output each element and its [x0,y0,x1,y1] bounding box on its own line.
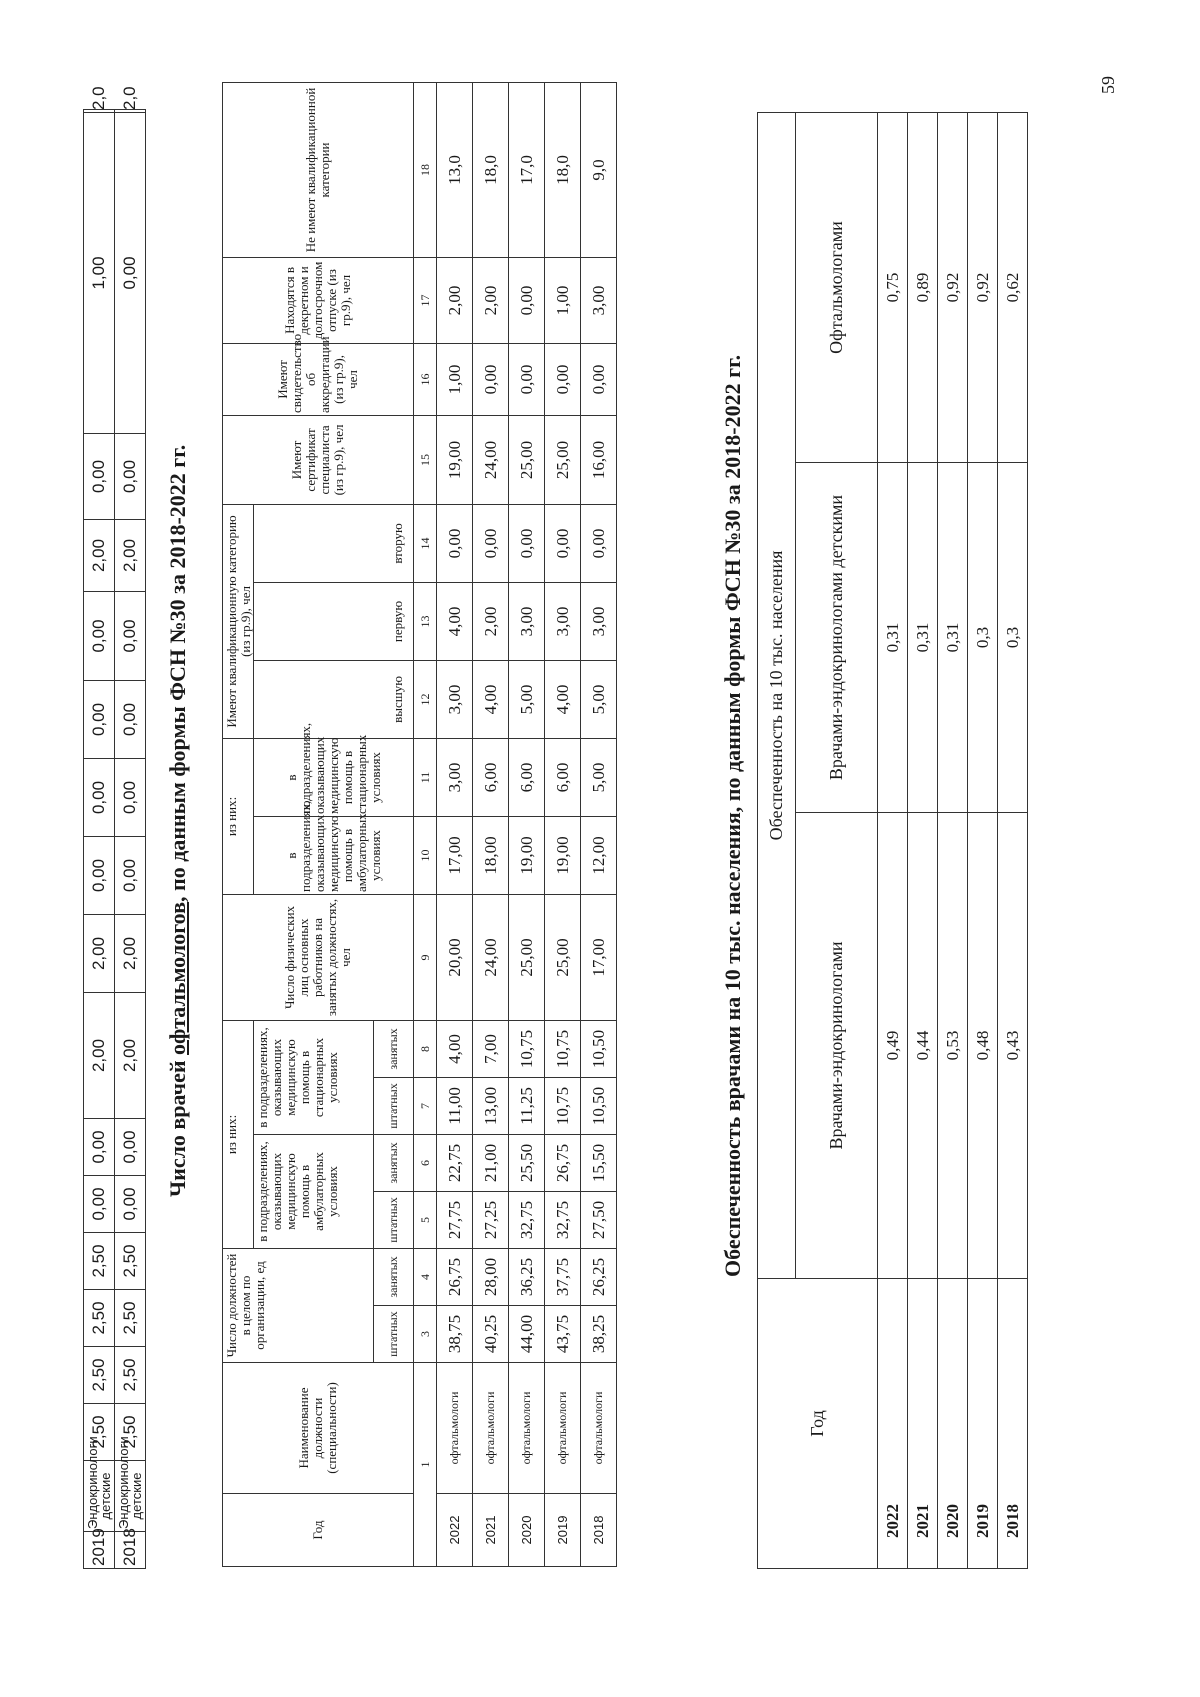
cell-value: 38,25 [581,1306,617,1363]
header-physical: Число физических лиц основных работников на занятых должностях, чел [223,894,414,1020]
header-second: вторую [254,504,414,582]
cell-value: 6,00 [545,738,581,816]
cell-value: 19,00 [509,816,545,894]
cell-value: 2,00 [473,582,509,660]
cell-value: 0,92 [938,113,968,463]
cell-value: 4,00 [545,660,581,738]
header-of-them-2: из них: [223,738,254,894]
cell-value: 7,00 [473,1020,509,1077]
column-number: 9 [414,894,437,1020]
column-number: 14 [414,504,437,582]
cell-value: 19,00 [545,816,581,894]
cell-value: 0,00 [545,343,581,415]
cell-value: 17,00 [437,816,473,894]
cell-value: 4,00 [437,1020,473,1077]
cell-value: 6,00 [509,738,545,816]
bottom-column-header: Офтальмологами [796,113,878,463]
title-provision: Обеспеченность врачами на 10 тыс. населения, по данным формы ФСН №30 за 2018-2022 гг. [720,354,745,1277]
cell-value: 2,00 [84,993,115,1119]
cell-value: 25,00 [545,894,581,1020]
row-year: 2022 [878,1279,908,1569]
header-qual: Имеют квалификационную категорию (из гр.9), чел [223,504,254,738]
cell-value: 0,00 [115,434,146,520]
header-leave: Находятся в декретном и долгосрочном отпуске (из гр.9), чел [223,257,414,343]
table-row [938,113,968,1569]
column-number: 12 [414,660,437,738]
header-staff-3: штатных [374,1077,414,1134]
column-number: 8 [414,1020,437,1077]
row-year: 2020 [509,1494,545,1567]
cell-value: 25,00 [545,415,581,504]
column-number: 7 [414,1077,437,1134]
cell-value: 2,00 [437,257,473,343]
page-number: 59 [1098,76,1118,94]
cell-value: 0,53 [938,813,968,1279]
cell-value: 27,75 [437,1191,473,1248]
cell-value: 18,0 [545,82,581,257]
cell-value: 26,75 [437,1248,473,1305]
cell-value: 43,75 [545,1306,581,1363]
table-row [115,110,146,1569]
cell-value: 0,00 [84,759,115,837]
cell-value: 0,00 [545,504,581,582]
cell-value: 2,00 [84,520,115,592]
column-number: 10 [414,816,437,894]
cell-value: 27,50 [581,1191,617,1248]
cell-value: 2,0 [115,110,146,113]
cell-value: 2,00 [115,993,146,1119]
header-occupied-1: занятых [374,1248,414,1305]
row-name: офтальмологи [473,1363,509,1494]
cell-value: 3,00 [581,582,617,660]
cell-value: 20,00 [437,894,473,1020]
cell-value: 0,92 [968,113,998,463]
row-year: 2020 [938,1279,968,1569]
row-year: 2018 [998,1279,1028,1569]
cell-value: 27,25 [473,1191,509,1248]
column-number: 4 [414,1248,437,1305]
cell-value: 2,50 [115,1233,146,1290]
cell-value: 0,00 [509,343,545,415]
header-no-qual: Не имеют квалификационной категории [223,82,414,257]
cell-value: 16,00 [581,415,617,504]
cell-value: 9,0 [581,82,617,257]
title1-after: , по данным формы ФСН №30 за 2018-2022 гг. [165,444,190,902]
cell-value: 18,00 [473,816,509,894]
cell-value: 1,00 [84,113,115,434]
cell-value: 36,25 [509,1248,545,1305]
cell-value: 3,00 [437,660,473,738]
bottom-header-group: Обеспеченность на 10 тыс. населения [758,113,796,1279]
cell-value: 25,00 [509,415,545,504]
row-name: офтальмологи [581,1363,617,1494]
header-occupied-2: занятых [374,1134,414,1191]
cell-value: 0,00 [509,257,545,343]
table-row [908,113,938,1569]
cell-value: 18,0 [473,82,509,257]
cell-value: 6,00 [473,738,509,816]
column-number: 18 [414,82,437,257]
cell-value: 0,31 [908,463,938,813]
table-row [437,82,473,1566]
cell-value: 2,50 [84,1233,115,1290]
cell-value: 0,00 [581,504,617,582]
cell-value: 0,43 [998,813,1028,1279]
column-number: 16 [414,343,437,415]
cell-value: 12,00 [581,816,617,894]
cell-value: 32,75 [509,1191,545,1248]
cell-value: 0,75 [878,113,908,463]
table-row [998,113,1028,1569]
cell-value: 26,25 [581,1248,617,1305]
cell-value: 5,00 [509,660,545,738]
cell-value: 0,00 [115,681,146,759]
row-year: 2018 [581,1494,617,1567]
header-highest: высшую [254,660,414,738]
bottom-column-header: Врачами-эндокринологами [796,813,878,1279]
row-name: Эндокринологи детские [84,1461,115,1532]
cell-value: 28,00 [473,1248,509,1305]
header-phys-amb: в подразделениях, оказывающих медицинскую помощь в амбулаторных условиях [254,816,414,894]
cell-value: 15,50 [581,1134,617,1191]
cell-value: 13,00 [473,1077,509,1134]
cell-value: 5,00 [581,738,617,816]
cell-value: 0,00 [115,837,146,915]
header-staff-2: штатных [374,1191,414,1248]
table-row [581,82,617,1566]
row-name: офтальмологи [437,1363,473,1494]
title1-underlined: офтальмологов [165,901,190,1055]
cell-value: 2,50 [115,1404,146,1461]
row-year: 2018 [115,1532,146,1569]
cell-value: 0,00 [84,592,115,681]
cell-value: 13,0 [437,82,473,257]
cell-value: 0,44 [908,813,938,1279]
table-row [968,113,998,1569]
cell-value: 0,00 [115,759,146,837]
cell-value: 0,00 [115,1176,146,1233]
cell-value: 3,00 [509,582,545,660]
cell-value: 2,50 [84,1290,115,1347]
cell-value: 26,75 [545,1134,581,1191]
cell-value: 0,89 [908,113,938,463]
cell-value: 0,00 [473,504,509,582]
ophthalmologists-table [222,82,617,1567]
cell-value: 24,00 [473,415,509,504]
cell-value: 1,00 [545,257,581,343]
column-number: 6 [414,1134,437,1191]
cell-value: 0,00 [84,681,115,759]
cell-value: 0,00 [509,504,545,582]
header-of-them: из них: [223,1020,254,1248]
table-row [509,82,545,1566]
column-number: 13 [414,582,437,660]
cell-value: 22,75 [437,1134,473,1191]
row-year: 2019 [84,1532,115,1569]
table-row [545,82,581,1566]
cell-value: 4,00 [437,582,473,660]
cell-value: 2,50 [84,1404,115,1461]
cell-value: 40,25 [473,1306,509,1363]
cell-value: 0,3 [968,463,998,813]
column-number: 17 [414,257,437,343]
cell-value: 0,00 [115,1119,146,1176]
cell-value: 0,31 [878,463,908,813]
row-year: 2019 [545,1494,581,1567]
cell-value: 0,00 [115,113,146,434]
header-cert: Имеют сертификат специалиста (из гр.9), чел [223,415,414,504]
header-phys-stat: в подразделениях, оказывающих медицинскую помощь в стационарных условиях [254,738,414,816]
cell-value: 44,00 [509,1306,545,1363]
bottom-header-year: Год [758,1279,878,1569]
cell-value: 2,00 [84,915,115,993]
cell-value: 3,00 [581,257,617,343]
cell-value: 2,0 [84,110,115,113]
cell-value: 10,50 [581,1077,617,1134]
header-stationary: в подразделениях, оказывающих медицинскую помощь в стационарных условиях [254,1020,374,1134]
cell-value: 0,00 [84,837,115,915]
title-ophthalmologists [165,445,191,1197]
cell-value: 17,0 [509,82,545,257]
cell-value: 2,00 [473,257,509,343]
cell-value: 10,75 [545,1020,581,1077]
cell-value: 0,00 [437,504,473,582]
cell-value: 0,00 [473,343,509,415]
cell-value: 10,50 [581,1020,617,1077]
column-number: 1 [414,1363,437,1567]
header-ambulatory: в подразделениях, оказывающих медицинскую помощь в амбулаторных условиях [254,1134,374,1248]
header-occupied-3: занятых [374,1020,414,1077]
provision-table [757,112,1028,1569]
cell-value: 2,50 [115,1347,146,1404]
column-number: 3 [414,1306,437,1363]
cell-value: 0,48 [968,813,998,1279]
cell-value: 0,00 [84,1176,115,1233]
cell-value: 1,00 [437,343,473,415]
header-year: Год [223,1494,414,1567]
header-positions-total: Число должностей в целом по организации, ед [223,1248,374,1362]
cell-value: 19,00 [437,415,473,504]
cell-value: 24,00 [473,894,509,1020]
row-name: Эндокринологи детские [115,1461,146,1532]
cell-value: 0,00 [84,434,115,520]
cell-value: 2,50 [84,1347,115,1404]
cell-value: 32,75 [545,1191,581,1248]
row-name: офтальмологи [509,1363,545,1494]
header-accred: Имеют свидетельство об аккредитации (из гр.9), чел [223,343,414,415]
top-partial-table [83,86,146,1569]
cell-value: 0,31 [938,463,968,813]
cell-value: 0,3 [998,463,1028,813]
cell-value: 10,75 [545,1077,581,1134]
cell-value: 3,00 [437,738,473,816]
cell-value: 17,00 [581,894,617,1020]
cell-value: 25,50 [509,1134,545,1191]
table-row [878,113,908,1569]
table-row [84,110,115,1569]
cell-value: 5,00 [581,660,617,738]
cell-value: 0,62 [998,113,1028,463]
cell-value: 11,25 [509,1077,545,1134]
header-staff-1: штатных [374,1306,414,1363]
header-name: Наименование должности (специальности) [223,1363,414,1494]
cell-value: 21,00 [473,1134,509,1191]
cell-value: 0,00 [115,592,146,681]
cell-value: 2,50 [115,1290,146,1347]
cell-value: 3,00 [545,582,581,660]
cell-value: 38,75 [437,1306,473,1363]
cell-value: 10,75 [509,1020,545,1077]
cell-value: 2,00 [115,520,146,592]
row-year: 2021 [908,1279,938,1569]
column-number: 15 [414,415,437,504]
cell-value: 4,00 [473,660,509,738]
cell-value: 0,00 [84,1119,115,1176]
header-first: первую [254,582,414,660]
cell-value: 2,00 [115,915,146,993]
cell-value: 37,75 [545,1248,581,1305]
title1-before: Число врачей [165,1054,190,1197]
table-row [473,82,509,1566]
cell-value: 11,00 [437,1077,473,1134]
cell-value: 25,00 [509,894,545,1020]
bottom-column-header: Врачами-эндокринологами детскими [796,463,878,813]
row-year: 2019 [968,1279,998,1569]
cell-value: 0,00 [581,343,617,415]
column-number: 11 [414,738,437,816]
column-number: 5 [414,1191,437,1248]
row-year: 2021 [473,1494,509,1567]
row-year: 2022 [437,1494,473,1567]
row-name: офтальмологи [545,1363,581,1494]
cell-value: 0,49 [878,813,908,1279]
